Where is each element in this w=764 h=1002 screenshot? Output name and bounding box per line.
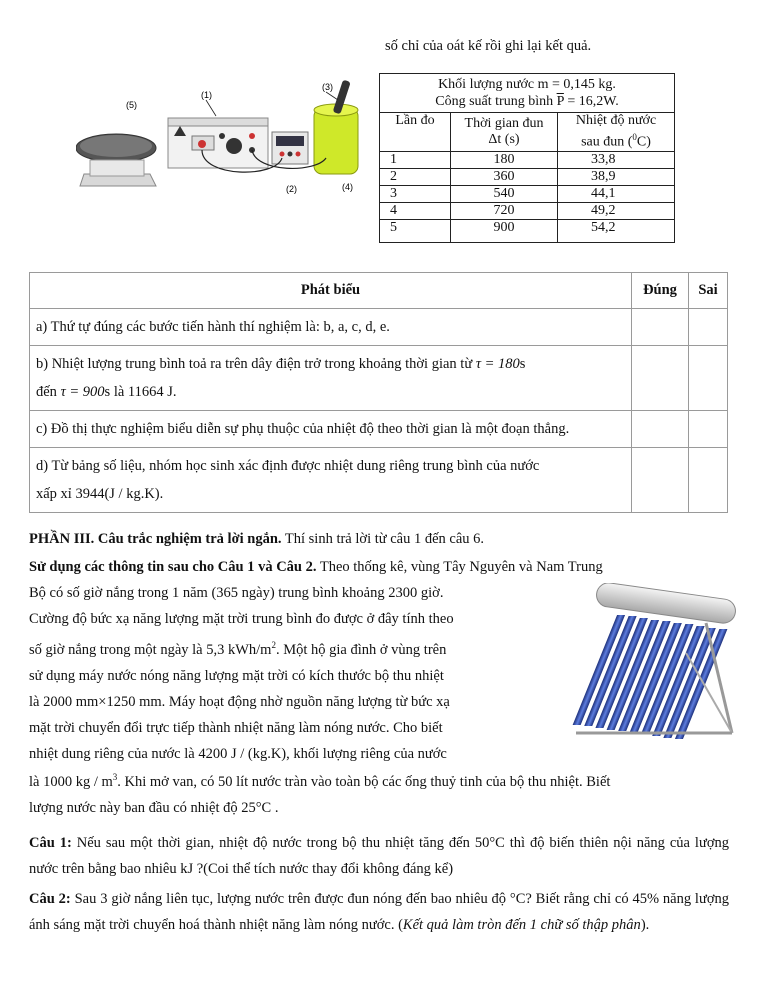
- label-1: (1): [201, 90, 212, 100]
- context-body: Bộ có số giờ nắng trong 1 năm (365 ngày) trung bình khoảng 2300 giờ. Cường độ bức xạ năng lượng mặt trời trung bình đo được ở đây tính theo số giờ nắng trong một ngày là 5,3 kWh/$m^2$. Một hộ gia đình ở vùng trên sử dụng máy nước nóng năng lượng mặt trời có kích thước bộ thu nhiệt là 2000 mm×1250 mm. Máy hoạt động nhờ nguồn năng lượng từ bức xạ mặt trời chuyển đổi trực tiếp thành nhiệt năng làm nóng nước. Cho biết nhiệt dung riêng của nước là 4200 J / (kg.K), khối lượng riêng của nước: [29, 585, 454, 762]
- statement-row-b: b) Nhiệt lượng trung bình toả ra trên dây điện trở trong khoảng thời gian từ τ = 180s đến τ = 900s là 11664 J.: [30, 346, 728, 411]
- col-header-statement: Phát biểu: [30, 273, 632, 309]
- measurement-table: [379, 73, 675, 243]
- statement-row-d: d) Từ bảng số liệu, nhóm học sinh xác định được nhiệt dung riêng trung bình của nước xấp xỉ 3944(J / kg.K).: [30, 448, 728, 513]
- apparatus-figure: [76, 78, 368, 200]
- table-row: 4 720 49,2: [380, 202, 675, 219]
- answer-cell-true[interactable]: [632, 448, 689, 513]
- power-supply-image: [168, 118, 268, 168]
- label-3: (3): [322, 82, 333, 92]
- solar-water-heater-image: [556, 583, 738, 743]
- calorimeter-image: [314, 80, 358, 174]
- statement-row-a: a) Thứ tự đúng các bước tiến hành thí nghiệm là: b, a, c, d, e.: [30, 309, 728, 346]
- statement-table: [29, 272, 728, 513]
- table-row: 3 540 44,1: [380, 185, 675, 202]
- answer-cell-false[interactable]: [689, 309, 728, 346]
- col-header-trial: Lần đo: [380, 113, 451, 152]
- table-header: Khối lượng nước m = 0,145 kg. Công suất trung bình $\overline{P} = 16,2W$.: [380, 74, 675, 113]
- col-header-temperature: Nhiệt độ nước sau đun ($^0$C): [558, 113, 675, 152]
- label-4: (4): [342, 182, 353, 192]
- intro-text: số chỉ của oát kế rồi ghi lại kết quả.: [385, 38, 592, 54]
- label-2: (2): [286, 184, 297, 194]
- part3-heading: PHẦN III. Câu trắc nghiệm trả lời ngắn. Thí sinh trả lời từ câu 1 đến câu 6.: [29, 531, 485, 547]
- answer-cell-false[interactable]: [689, 346, 728, 411]
- answer-cell-true[interactable]: [632, 346, 689, 411]
- table-row: 2 360 38,9: [380, 168, 675, 185]
- statement-row-c: c) Đồ thị thực nghiệm biểu diễn sự phụ thuộc của nhiệt độ theo thời gian là một đoạn thẳng.: [30, 411, 728, 448]
- col-header-true: Đúng: [632, 273, 689, 309]
- label-5: (5): [126, 100, 137, 110]
- answer-cell-false[interactable]: [689, 411, 728, 448]
- col-header-time: Thời gian đun Δt (s): [451, 113, 558, 152]
- context-lead: Sử dụng các thông tin sau cho Câu 1 và Câu 2. Theo thống kê, vùng Tây Nguyên và Nam Trung: [29, 559, 603, 575]
- context-continued: là 1000 kg / $m^3$. Khi mở van, có 50 lít nước tràn vào toàn bộ các ống thuỷ tinh của bộ thu nhiệt. Biết lượng nước này ban đầu có nhiệt độ 25°C .: [29, 772, 611, 816]
- question-2: Câu 2: Sau 3 giờ nắng liên tục, lượng nước trên được đun nóng đến bao nhiêu độ °C? Biết rằng chỉ có 45% năng lượng ánh sáng mặt trời chuyển hoá thành nhiệt năng làm nóng nước. (Kết quả làm tròn đến 1 chữ số thập phân).: [29, 891, 729, 933]
- table-row: 1 180 33,8: [380, 151, 675, 168]
- answer-cell-true[interactable]: [632, 309, 689, 346]
- answer-cell-false[interactable]: [689, 448, 728, 513]
- question-1: Câu 1: Nếu sau một thời gian, nhiệt độ nước trong bộ thu nhiệt tăng đến 50°C thì độ biến thiên nội năng của lượng nước trên bằng bao nhiêu kJ ?(Coi thể tích nước thay đổi không đáng kể): [29, 835, 729, 877]
- table-row: 5 900 54,2: [380, 219, 675, 242]
- answer-cell-true[interactable]: [632, 411, 689, 448]
- wattmeter-image: [272, 132, 308, 164]
- scale-image: [76, 134, 156, 186]
- col-header-false: Sai: [689, 273, 728, 309]
